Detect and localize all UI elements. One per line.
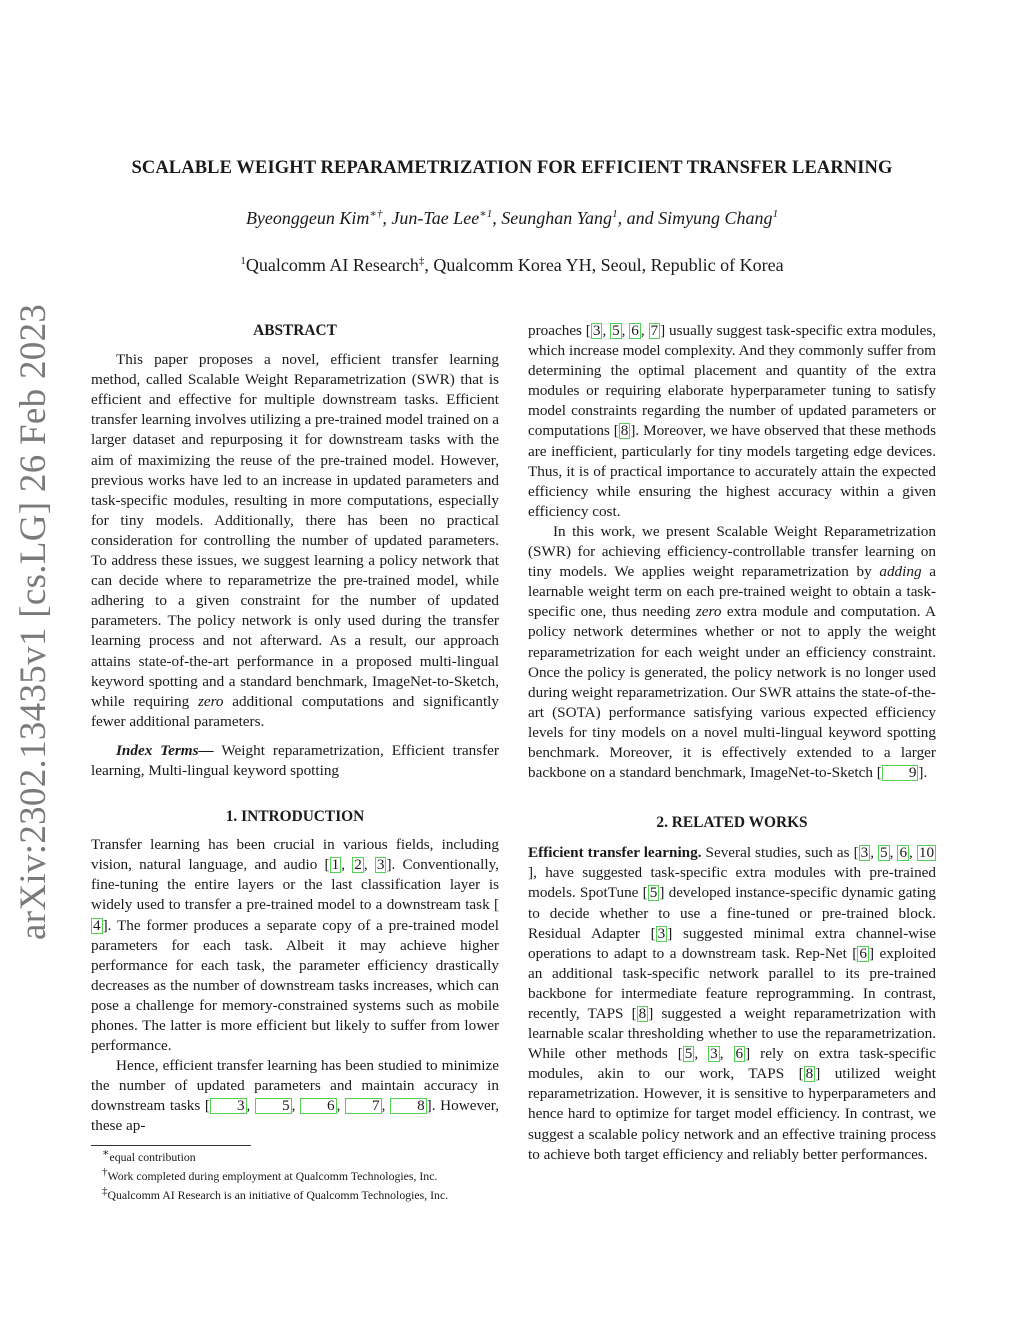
citation-link[interactable]: 9	[882, 765, 919, 781]
citation-link[interactable]: 3	[592, 322, 601, 339]
citation-link[interactable]: 5	[255, 1098, 292, 1114]
citation-link[interactable]: 6	[859, 944, 867, 962]
citation-link[interactable]: 5	[612, 322, 620, 339]
intro-paragraph: Transfer learning has been crucial in various fields, including vision, natural language, and audio [ 1 , 2 , 3 ]. Conventionally, fine-tuning the entire layers or the last classification layer is widely used to transfer a pre-trained model to a downstream task [4 ]. The former produces a separate copy of a pre-trained model parameters for each task. Albeit it may achieve higher performance for each task, the parameter efficiency drastically decreases as the number of downstream tasks increases, which can pose a challenge for memory-constrained systems such as mobile phones. The latter is more efficient but likely to suffer from lower performance.	[91, 836, 499, 1055]
footnotes	[91, 1146, 499, 1204]
citation-link[interactable]: 3	[710, 1045, 718, 1063]
citation-link[interactable]: 3	[376, 856, 385, 874]
citation-link[interactable]: 8	[620, 422, 629, 440]
paragraph-lead: Efficient transfer learning.	[528, 844, 702, 862]
arxiv-side-stamp: arXiv:2302.13435v1 [cs.LG] 26 Feb 2023	[13, 303, 54, 940]
affiliation-name: Qualcomm AI Research	[245, 255, 419, 275]
author-mark: ∗1	[479, 208, 493, 220]
author-name: Seunghan Yang	[501, 208, 613, 228]
citation-link[interactable]: 5	[684, 1045, 693, 1063]
citation-link[interactable]: 8	[638, 1005, 647, 1022]
citation-link[interactable]: 7	[345, 1098, 382, 1114]
paper-title: SCALABLE WEIGHT REPARAMETRIZATION FOR EFFICIENT TRANSFER LEARNING	[131, 158, 893, 178]
citation-link[interactable]: 5	[880, 844, 888, 862]
author-name: Jun-Tae Lee	[391, 208, 480, 228]
abstract-text: This paper proposes a novel, efficient transfer learning method, called Scalable Weight Reparametrization (SWR) that is efficient and effective for multiple downstream tasks. Efficient transfer learning involves utilizing a pre-trained model trained on a larger dataset and repurposing it for downstream tasks with the aim of maximizing the reuse of the pre-trained model. However, previous works have led to an increase in updated parameters and task-specific modules, resulting in more computations, especially for tiny models. Additionally, there has been no practical consideration for controlling the number of updated parameters. To address these issues, we suggest learning a policy network that can decide where to reparametrize the pre-trained model, while adhering to a given constraint for the number of updated parameters. The policy network is only used during the transfer learning process and not afterward. As a result, our approach attains state-of-the-art performance in a proposed multi-lingual keyword spotting and a standard benchmark, ImageNet-to-Sketch, while requiring zero additional computations and significantly fewer additional parameters.	[91, 351, 499, 730]
index-terms: Index Terms— Weight reparametrization, Efficient transfer learning, Multi-lingual keyword spotting	[91, 741, 499, 779]
intro-paragraph: Hence, efficient transfer learning has been studied to minimize the number of updated parameters and maintain accuracy in downstream tasks [ 3 , 5 , 6 , 7 , 8 ]. However, these ap-	[91, 1057, 500, 1135]
citation-link[interactable]: 5	[649, 884, 658, 902]
citation-link[interactable]: 3	[210, 1098, 247, 1114]
citation-link[interactable]: 3	[860, 844, 869, 862]
footnote: ∗equal contribution	[102, 1146, 196, 1164]
citation-link[interactable]: 1	[331, 856, 340, 874]
author-name: and Simyung Chang	[626, 208, 773, 228]
abstract-heading: ABSTRACT	[253, 322, 337, 339]
affiliation	[60, 255, 964, 276]
left-column	[91, 321, 499, 1204]
affiliation-mark: 1	[240, 255, 246, 267]
citation-link[interactable]: 4	[93, 916, 101, 934]
affiliation-mark: ‡	[418, 255, 425, 267]
citation-link[interactable]: 8	[805, 1065, 814, 1083]
index-terms-label: Index Terms—	[116, 741, 214, 759]
author-name: Byeonggeun Kim	[245, 208, 370, 228]
citation-link[interactable]: 6	[631, 322, 639, 339]
intro-paragraph: In this work, we present Scalable Weight Reparametrization (SWR) for achieving efficiency-controllable transfer learning on tiny models. We applies weight reparametrization by adding a learnable weight term on each pre-trained weight to obtain a task-specific one, thus needing zero extra module and computation. A policy network determines whether or not to apply the weight reparametrization for each weight under an efficiency constraint. Once the policy is generated, the policy network is no longer used during weight reparametrization. Our SWR attains the state-of-the-art (SOTA) performance satisfying various expected efficiency levels for tiny models on a novel multi-lingual keyword spotting benchmark. Moreover, it is effectively extended to a larger backbone on a standard benchmark, ImageNet-to-Sketch [ 9 ].	[528, 522, 936, 782]
right-column	[528, 321, 936, 1165]
author-mark: 1	[772, 208, 779, 220]
intro-continued-paragraph: proaches [ 3 , 5 , 6 , 7 ] usually suggest task-specific extra modules, which increase model complexity. And they commonly suffer from determining the optimal placement and quantity of the extra modules or requiring elaborate hyperparameter tuning to satisfy model constraints regarding the number of updated parameters or computations [ 8 ]. Moreover, we have observed that these methods are inefficient, particularly for tiny models targeting edge devices. Thus, it is of practical importance to accurately attain the expected efficiency while ensuring the highest accuracy within a given efficiency cost.	[528, 322, 937, 520]
author-mark: 1	[612, 208, 618, 220]
author-mark: ∗†	[369, 208, 383, 220]
citation-link[interactable]: 7	[650, 322, 659, 339]
related-works-paragraph: Efficient transfer learning. Several studies, such as [ 3 , 5 , 6 , 10], have suggested task-specific extra modules with pre-trained models. SpotTune [ 5 ] developed instance-specific dynamic gating to decide whether to use a fine-tuned or pre-trained block. Residual Adapter [ 3 ] suggested minimal extra channel-wise operations to adapt to a downstream task. Rep-Net [ 6 ] exploited an additional task-specific network parallel to its pre-trained backbone for intermediate feature reprogramming. In contrast, recently, TAPS [ 8 ] suggested a weight reparametrization with learnable scalar thresholding whether to use the reparametrization. While other methods [ 5 , 3 , 6 ] rely on extra task-specific modules, akin to our work, TAPS [ 8 ] utilized weight reparametrization. However, it is sensitive to hyperparameters and hence hard to optimize for target model efficiency. In contrast, we suggest a scalable policy network and an effective training process to achieve both target efficiency and reliably better performances.	[528, 844, 937, 1163]
footnote: †Work completed during employment at Qualcomm Technologies, Inc.	[102, 1165, 438, 1183]
citation-link[interactable]: 6	[735, 1045, 744, 1063]
citation-link[interactable]: 10	[918, 844, 935, 862]
citation-link[interactable]: 3	[657, 924, 666, 942]
citation-link[interactable]: 8	[390, 1098, 427, 1114]
citation-link[interactable]: 6	[899, 844, 908, 862]
intro-heading: 1. INTRODUCTION	[225, 808, 365, 826]
citation-link[interactable]: 6	[300, 1098, 337, 1114]
footnote: ‡Qualcomm AI Research is an initiative of Qualcomm Technologies, Inc.	[102, 1185, 449, 1203]
related-works-heading: 2. RELATED WORKS	[656, 814, 808, 832]
citation-link[interactable]: 2	[354, 856, 362, 874]
affiliation-location: , Qualcomm Korea YH, Seoul, Republic of Korea	[424, 255, 784, 275]
author-list: Byeonggeun Kim∗†, Jun-Tae Lee$^{∗1}$, Seunghan Yang$^1$, and Simyung Chang$^1$	[245, 208, 779, 228]
